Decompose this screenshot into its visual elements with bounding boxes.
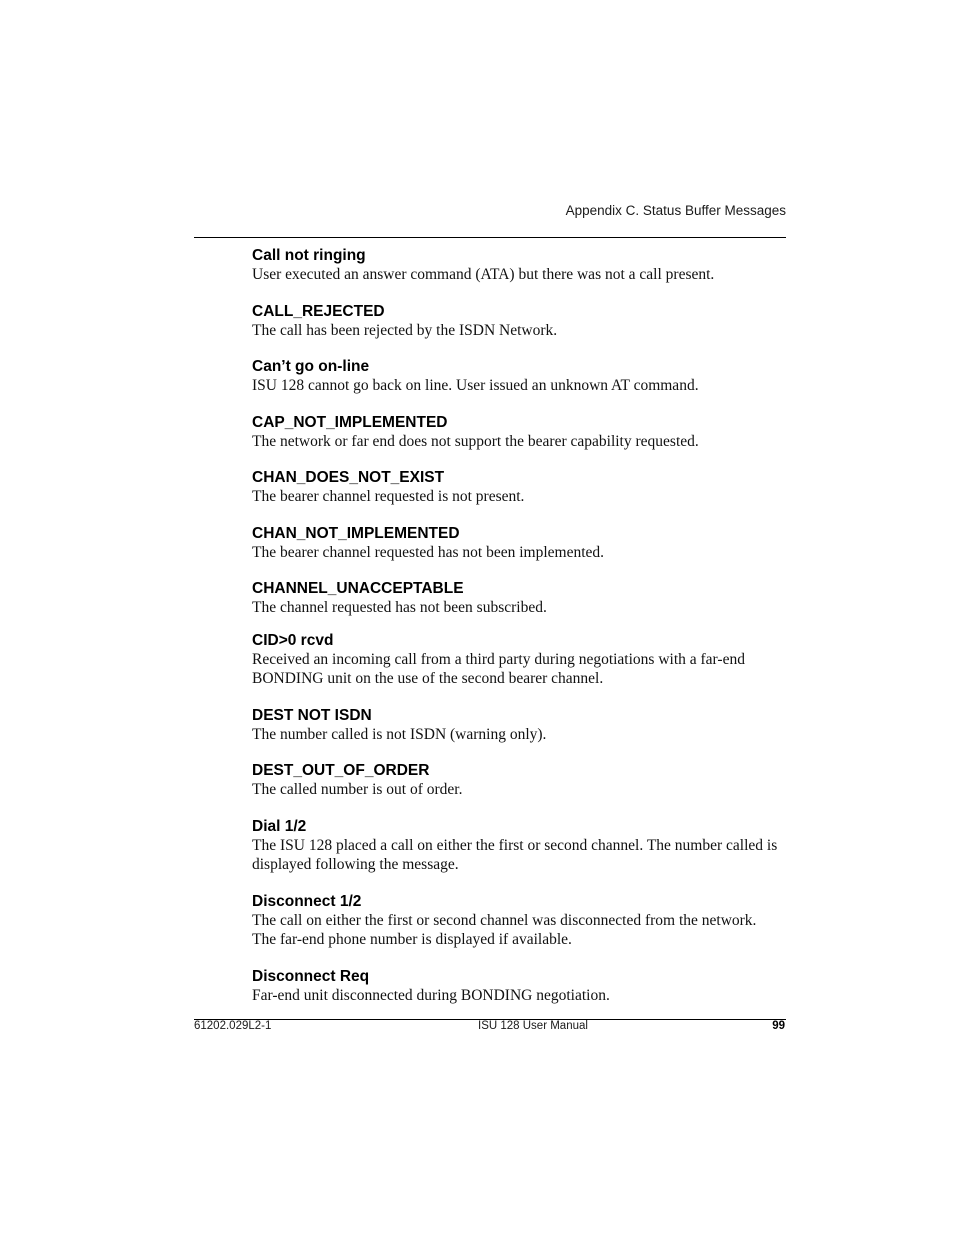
message-list bbox=[252, 246, 782, 1022]
message-entry bbox=[252, 246, 782, 285]
message-term: CID>0 rcvd bbox=[252, 631, 334, 649]
message-entry bbox=[252, 967, 782, 1006]
message-description: The bearer channel requested has not been implemented. bbox=[252, 543, 605, 561]
message-entry bbox=[252, 706, 782, 745]
message-term: CALL_REJECTED bbox=[252, 302, 385, 320]
message-term: Call not ringing bbox=[252, 247, 366, 264]
message-description: The bearer channel requested is not present. bbox=[252, 488, 525, 505]
message-description: The network or far end does not support the bearer capability requested. bbox=[252, 432, 699, 450]
message-entry bbox=[252, 579, 782, 618]
message-term: DEST NOT ISDN bbox=[252, 706, 372, 724]
message-entry bbox=[252, 631, 782, 689]
message-term: CAP_NOT_IMPLEMENTED bbox=[252, 413, 448, 431]
message-description: Far-end unit disconnected during BONDING negotiation. bbox=[252, 986, 610, 1004]
message-description: ISU 128 cannot go back on line. User issued an unknown AT command. bbox=[252, 377, 699, 394]
message-entry bbox=[252, 468, 782, 507]
message-entry bbox=[252, 761, 782, 800]
message-term: CHAN_DOES_NOT_EXIST bbox=[252, 469, 445, 486]
message-entry bbox=[252, 892, 782, 950]
manual-title: ISU 128 User Manual bbox=[478, 1020, 588, 1032]
message-entry bbox=[252, 357, 782, 396]
document-number: 61202.029L2-1 bbox=[194, 1020, 272, 1032]
message-entry bbox=[252, 524, 782, 563]
message-term: DEST_OUT_OF_ORDER bbox=[252, 762, 430, 779]
message-term: CHAN_NOT_IMPLEMENTED bbox=[252, 524, 460, 542]
message-entry bbox=[252, 817, 782, 875]
message-description: The call on either the first or second channel was disconnected from the network. The far-end phone number is displayed if available. bbox=[252, 911, 757, 948]
message-description: The ISU 128 placed a call on either the first or second channel. The number called is displayed following the message. bbox=[252, 836, 778, 873]
running-header: Appendix C. Status Buffer Messages bbox=[565, 203, 786, 218]
message-description: The channel requested has not been subscribed. bbox=[252, 599, 547, 616]
message-description: The call has been rejected by the ISDN Network. bbox=[252, 321, 558, 339]
message-entry bbox=[252, 302, 782, 341]
message-description: User executed an answer command (ATA) but there was not a call present. bbox=[252, 266, 715, 283]
message-description: The number called is not ISDN (warning only). bbox=[252, 725, 547, 743]
message-entry bbox=[252, 413, 782, 452]
message-term: CHANNEL_UNACCEPTABLE bbox=[252, 580, 464, 597]
message-term: Dial 1/2 bbox=[252, 817, 307, 835]
message-term: Disconnect Req bbox=[252, 967, 370, 985]
message-term: Can’t go on-line bbox=[252, 358, 370, 375]
page-number: 99 bbox=[772, 1020, 785, 1032]
header-rule bbox=[194, 237, 786, 238]
message-description: Received an incoming call from a third party during negotiations with a far-end BONDING unit on the use of the second bearer channel. bbox=[252, 650, 745, 687]
message-term: Disconnect 1/2 bbox=[252, 892, 362, 910]
message-description: The called number is out of order. bbox=[252, 781, 463, 798]
